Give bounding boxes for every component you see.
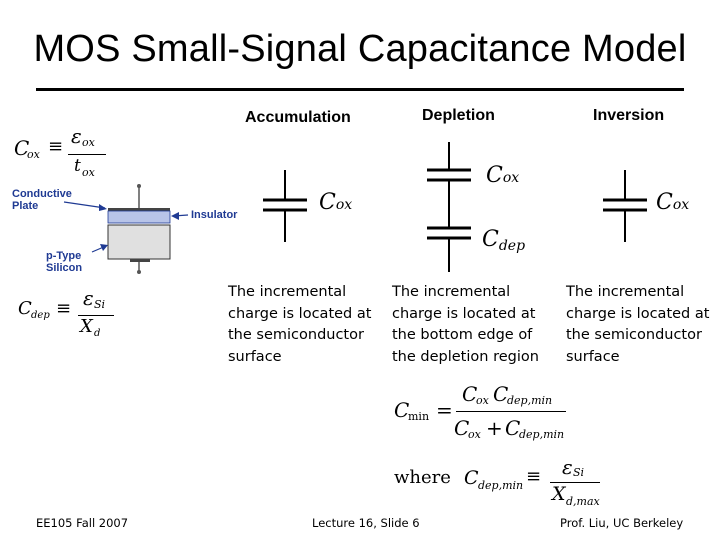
cmin-fraction-bar xyxy=(456,411,566,412)
cox-equiv: ≡ xyxy=(48,136,64,157)
cap-label-depletion-cdep: Cdep xyxy=(482,227,526,254)
cox-num-sub: ox xyxy=(82,136,95,149)
capacitor-icon-depletion xyxy=(419,140,479,274)
cdep-num-sub: Si xyxy=(94,298,106,311)
text-accumulation: The incremental charge is located at the semiconductor surface xyxy=(228,284,372,365)
cox-den-sub: ox xyxy=(82,166,95,179)
footer-course: EE105 Fall 2007 xyxy=(36,516,129,530)
cdep-den: X xyxy=(80,316,93,337)
cdepmin-definition: where C dep,min ≡ ε Si X d,max xyxy=(394,455,600,508)
cdep-lhs: C xyxy=(18,298,32,319)
cdep-definition xyxy=(18,286,118,346)
capacitor-icon-accumulation xyxy=(255,166,315,246)
text-inversion: The incremental charge is located at the semiconductor surface xyxy=(566,284,710,365)
cox-fraction-bar xyxy=(68,154,106,155)
cmin-formula: C min = C ox C dep,min C ox + C dep,min xyxy=(394,382,565,441)
conductive-plate-label: Conductive Plate xyxy=(12,188,72,212)
cox-den: t xyxy=(74,156,81,176)
cox-lhs: C xyxy=(14,136,30,160)
cdep-lhs-sub: dep xyxy=(31,310,50,321)
cap-label-inversion-cox: Cox xyxy=(656,190,690,215)
title-divider xyxy=(36,88,684,91)
cox-definition xyxy=(14,126,114,184)
insulator-label: Insulator xyxy=(191,209,238,221)
cap-label-depletion-cox: Cox xyxy=(486,163,520,188)
cox-lhs-sub: ox xyxy=(27,148,40,161)
p-type-silicon-label: p-Type Silicon xyxy=(46,250,83,274)
cox-num: ε xyxy=(71,124,82,148)
text-depletion: The incremental charge is located at the bottom edge of the depletion region xyxy=(392,284,539,365)
slide-title: MOS Small-Signal Capacitance Model xyxy=(33,28,687,70)
heading-inversion: Inversion xyxy=(593,107,665,124)
capacitor-icon-inversion xyxy=(595,166,655,246)
heading-accumulation: Accumulation xyxy=(245,109,351,126)
footer-slide-number: Lecture 16, Slide 6 xyxy=(312,516,420,530)
cdep-den-sub: d xyxy=(94,328,101,339)
cdep-equiv: ≡ xyxy=(56,298,72,319)
cdep-num: ε xyxy=(83,286,94,310)
footer-author: Prof. Liu, UC Berkeley xyxy=(560,516,684,530)
heading-depletion: Depletion xyxy=(422,107,495,124)
cap-label-accumulation-cox: Cox xyxy=(319,190,353,215)
